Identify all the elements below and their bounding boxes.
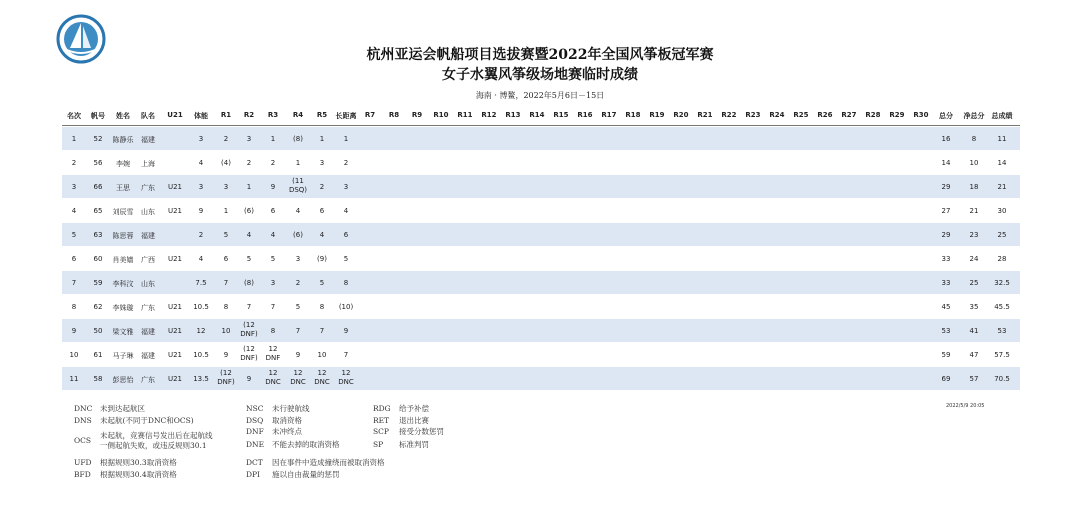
legend-desc: 给予补偿 — [399, 404, 429, 413]
cell-long: 1 — [343, 135, 349, 143]
cell-r3: 5 — [270, 255, 276, 263]
legend-code: OCS — [74, 436, 92, 445]
cell-r1: 5 — [223, 231, 229, 239]
column-header: 名次 — [67, 112, 81, 120]
cell-total: 69 — [941, 375, 951, 383]
cell-r4: (8) — [293, 135, 303, 143]
column-header: R20 — [673, 111, 689, 119]
cell-net: 24 — [969, 255, 979, 263]
cell-r2: 2 — [246, 159, 252, 167]
column-header: R17 — [601, 111, 617, 119]
cell-r5: 2 — [319, 183, 325, 191]
cell-total: 16 — [941, 135, 951, 143]
column-header: R30 — [913, 111, 929, 119]
cell-overall: 70.5 — [994, 375, 1010, 383]
cell-r4: 2 — [295, 279, 301, 287]
cell-r1: (12 DNF) — [217, 369, 235, 386]
cell-name: 肖美嫱 — [112, 256, 134, 264]
cell-r3: 12 DNC — [265, 369, 281, 386]
column-header: R18 — [625, 111, 641, 119]
cell-overall: 32.5 — [994, 279, 1010, 287]
cell-net: 18 — [969, 183, 979, 191]
cell-team: 上海 — [141, 160, 155, 168]
cell-rank: 2 — [71, 159, 77, 167]
column-header: R16 — [577, 111, 593, 119]
column-header: R4 — [292, 111, 304, 119]
legend-desc: 取消资格 — [272, 416, 302, 425]
cell-net: 8 — [971, 135, 977, 143]
cell-name: 李科汶 — [112, 280, 134, 288]
cell-fitness: 13.5 — [193, 375, 209, 383]
cell-team: 山东 — [141, 208, 155, 216]
cell-r5: (9) — [317, 255, 327, 263]
cell-fitness: 3 — [198, 183, 204, 191]
table-row — [62, 199, 1020, 222]
column-header: R8 — [388, 111, 400, 119]
column-header: R2 — [243, 111, 255, 119]
column-header: R15 — [553, 111, 569, 119]
cell-r5: 10 — [317, 351, 327, 359]
cell-r5: 5 — [319, 279, 325, 287]
column-header: R25 — [793, 111, 809, 119]
legend-desc: 因在事件中造成撞绕而被取消资格 — [272, 458, 385, 467]
cell-u21: U21 — [167, 351, 183, 359]
cell-fitness: 7.5 — [195, 279, 207, 287]
cell-fitness: 2 — [198, 231, 204, 239]
legend-desc: 未起航(不同于DNC和OCS) — [100, 416, 194, 425]
column-header: 总成绩 — [991, 112, 1013, 120]
cell-team: 福建 — [141, 352, 155, 360]
column-header: R3 — [267, 111, 279, 119]
timestamp: 2022/5/9 20:05 — [946, 403, 985, 409]
cell-name: 刘辰雪 — [112, 208, 134, 216]
table-row — [62, 271, 1020, 294]
cell-r2: 7 — [246, 303, 252, 311]
cell-rank: 8 — [71, 303, 77, 311]
legend-desc: 未起航，竞赛信号发出后在起航线 一侧起航失败，或违反规则30.1 — [100, 431, 213, 450]
page-subtitle: 女子水翼风筝级场地赛临时成绩 — [442, 67, 638, 83]
cell-overall: 53 — [997, 327, 1007, 335]
column-header: R26 — [817, 111, 833, 119]
cell-r1: 9 — [223, 351, 229, 359]
column-header: R28 — [865, 111, 881, 119]
column-header: R21 — [697, 111, 713, 119]
cell-name: 梁文雅 — [112, 328, 134, 336]
cell-r4: 9 — [295, 351, 301, 359]
cell-long: 9 — [343, 327, 349, 335]
cell-net: 57 — [969, 375, 979, 383]
cell-fitness: 4 — [198, 159, 204, 167]
cell-r2: 5 — [246, 255, 252, 263]
column-header: 队名 — [141, 112, 155, 120]
cell-net: 21 — [969, 207, 979, 215]
legend-code: DSQ — [246, 416, 264, 425]
cell-total: 33 — [941, 255, 951, 263]
column-header: R29 — [889, 111, 905, 119]
event-location-date: 海南 · 博鳌，2022年5月6日－15日 — [475, 91, 605, 100]
cell-sail: 56 — [93, 159, 103, 167]
cell-r4: 4 — [295, 207, 301, 215]
cell-long: 5 — [343, 255, 349, 263]
cell-team: 福建 — [141, 136, 155, 144]
column-header: 姓名 — [116, 112, 130, 120]
cell-r5: 7 — [319, 327, 325, 335]
cell-sail: 50 — [93, 327, 103, 335]
legend-code: DNF — [246, 427, 264, 436]
cell-total: 29 — [941, 183, 951, 191]
cell-r2: (8) — [244, 279, 254, 287]
cell-overall: 11 — [997, 135, 1007, 143]
cell-fitness: 9 — [198, 207, 204, 215]
table-row — [62, 367, 1020, 390]
cell-net: 10 — [969, 159, 979, 167]
cell-sail: 66 — [93, 183, 103, 191]
cell-sail: 59 — [93, 279, 103, 287]
cell-r5: 8 — [319, 303, 325, 311]
column-header: R19 — [649, 111, 665, 119]
legend-code: BFD — [74, 470, 91, 479]
legend-code: SP — [373, 440, 384, 449]
column-header: R23 — [745, 111, 761, 119]
cell-name: 陈静乐 — [112, 136, 134, 144]
cell-total: 33 — [941, 279, 951, 287]
cell-name: 陈思蓉 — [112, 232, 134, 240]
cell-rank: 1 — [71, 135, 77, 143]
cell-r3: 4 — [270, 231, 276, 239]
cell-r4: 12 DNC — [290, 369, 306, 386]
cell-long: 7 — [343, 351, 349, 359]
table-row — [62, 247, 1020, 270]
cell-overall: 21 — [997, 183, 1007, 191]
column-header: 总分 — [939, 112, 953, 120]
cell-total: 27 — [941, 207, 951, 215]
legend-code: DPI — [246, 470, 261, 479]
cell-sail: 60 — [93, 255, 103, 263]
cell-r2: 4 — [246, 231, 252, 239]
cell-r5: 6 — [319, 207, 325, 215]
legend-code: DCT — [246, 458, 263, 467]
column-header: U21 — [167, 111, 183, 119]
cell-u21: U21 — [167, 327, 183, 335]
cell-r1: 10 — [221, 327, 231, 335]
cell-team: 广东 — [141, 184, 155, 192]
cell-overall: 28 — [997, 255, 1007, 263]
column-header: R13 — [505, 111, 521, 119]
cell-net: 41 — [969, 327, 979, 335]
cell-r4: 1 — [295, 159, 301, 167]
cell-r2: 1 — [246, 183, 252, 191]
table-row — [62, 127, 1020, 150]
legend-desc: 根据规则30.4取消资格 — [100, 470, 177, 479]
cell-long: 8 — [343, 279, 349, 287]
cell-r4: 7 — [295, 327, 301, 335]
cell-long: 6 — [343, 231, 349, 239]
cell-r4: (11 DSQ) — [288, 177, 308, 194]
cell-name: 马子琳 — [112, 352, 134, 360]
cell-fitness: 3 — [198, 135, 204, 143]
legend-desc: 退出比赛 — [399, 416, 429, 425]
cell-name: 彭思怡 — [112, 376, 134, 384]
cell-total: 45 — [941, 303, 951, 311]
cell-sail: 62 — [93, 303, 103, 311]
legend-desc: 未行驶航线 — [272, 404, 310, 413]
cell-u21: U21 — [167, 207, 183, 215]
cell-long: 2 — [343, 159, 349, 167]
legend-code: DNC — [74, 404, 93, 413]
column-header: R5 — [316, 111, 328, 119]
cell-r3: 2 — [270, 159, 276, 167]
legend-code: DNS — [74, 416, 92, 425]
cell-overall: 14 — [997, 159, 1007, 167]
cell-r2: (6) — [244, 207, 254, 215]
cell-sail: 52 — [93, 135, 103, 143]
cell-rank: 11 — [69, 375, 79, 383]
legend-code: NSC — [246, 404, 264, 413]
cell-r4: 5 — [295, 303, 301, 311]
cell-u21: U21 — [167, 183, 183, 191]
legend-code: RDG — [373, 404, 391, 413]
cell-net: 47 — [969, 351, 979, 359]
cell-u21: U21 — [167, 375, 183, 383]
cell-total: 59 — [941, 351, 951, 359]
cell-name: 李婉 — [116, 160, 130, 168]
column-header: R11 — [457, 111, 473, 119]
legend-code: SCP — [373, 427, 389, 436]
legend-desc: 接受分数惩罚 — [399, 427, 444, 436]
column-header: 体能 — [194, 112, 208, 120]
cell-team: 福建 — [141, 328, 155, 336]
column-header: R10 — [433, 111, 449, 119]
cell-rank: 4 — [71, 207, 77, 215]
column-header: 长距离 — [335, 112, 357, 120]
cell-long: 4 — [343, 207, 349, 215]
cell-total: 14 — [941, 159, 951, 167]
cell-rank: 10 — [69, 351, 79, 359]
cell-r3: 3 — [270, 279, 276, 287]
cell-r5: 4 — [319, 231, 325, 239]
cell-sail: 61 — [93, 351, 103, 359]
cell-r5: 1 — [319, 135, 325, 143]
legend-code: UFD — [74, 458, 92, 467]
legend-code: RET — [373, 416, 390, 425]
table-row — [62, 175, 1020, 198]
cell-fitness: 10.5 — [193, 303, 209, 311]
legend-desc: 未到达起航区 — [100, 404, 145, 413]
cell-r2: 9 — [246, 375, 252, 383]
cell-team: 广东 — [141, 304, 155, 312]
cell-r1: 7 — [223, 279, 229, 287]
cell-team: 广东 — [141, 376, 155, 384]
cell-r1: 8 — [223, 303, 229, 311]
cell-r3: 9 — [270, 183, 276, 191]
cell-team: 山东 — [141, 280, 155, 288]
cell-sail: 65 — [93, 207, 103, 215]
cell-total: 29 — [941, 231, 951, 239]
cell-rank: 9 — [71, 327, 77, 335]
cell-r3: 1 — [270, 135, 276, 143]
cell-overall: 57.5 — [994, 351, 1010, 359]
legend-code: DNE — [246, 440, 265, 449]
cell-fitness: 10.5 — [193, 351, 209, 359]
cell-r1: 3 — [223, 183, 229, 191]
cell-rank: 6 — [71, 255, 77, 263]
legend-desc: 未冲终点 — [272, 427, 302, 436]
column-header: R12 — [481, 111, 497, 119]
column-header: R1 — [220, 111, 232, 119]
cell-r1: 2 — [223, 135, 229, 143]
table-row — [62, 343, 1020, 366]
cell-sail: 58 — [93, 375, 103, 383]
cell-team: 福建 — [141, 232, 155, 240]
legend-desc: 根据规则30.3取消资格 — [100, 458, 177, 467]
column-header: 净总分 — [963, 112, 985, 120]
legend-desc: 施以自由裁量的惩罚 — [272, 470, 340, 479]
cell-r1: (4) — [221, 159, 231, 167]
table-row — [62, 223, 1020, 246]
table-row — [62, 295, 1020, 318]
cell-overall: 30 — [997, 207, 1007, 215]
cell-name: 李姝璇 — [112, 304, 134, 312]
column-header: R27 — [841, 111, 857, 119]
cell-u21: U21 — [167, 303, 183, 311]
cell-team: 广西 — [141, 256, 155, 264]
cell-r1: 1 — [223, 207, 229, 215]
table-row — [62, 319, 1020, 342]
column-header: R24 — [769, 111, 785, 119]
cell-r2: 3 — [246, 135, 252, 143]
legend-desc: 标准判罚 — [399, 440, 429, 449]
cell-net: 23 — [969, 231, 979, 239]
cell-r3: 7 — [270, 303, 276, 311]
cell-r4: 3 — [295, 255, 301, 263]
cell-rank: 3 — [71, 183, 77, 191]
cell-overall: 45.5 — [994, 303, 1010, 311]
column-header: R14 — [529, 111, 545, 119]
cell-fitness: 4 — [198, 255, 204, 263]
cell-overall: 25 — [997, 231, 1007, 239]
cell-u21: U21 — [167, 255, 183, 263]
cell-r4: (6) — [293, 231, 303, 239]
cell-rank: 5 — [71, 231, 77, 239]
cell-rank: 7 — [71, 279, 77, 287]
cell-total: 53 — [941, 327, 951, 335]
column-header: R9 — [411, 111, 423, 119]
table-header — [62, 105, 1020, 126]
table-row — [62, 151, 1020, 174]
cell-r5: 12 DNC — [314, 369, 330, 386]
cell-long: 3 — [343, 183, 349, 191]
cell-long: (10) — [338, 303, 354, 311]
column-header: R22 — [721, 111, 737, 119]
cell-r3: 12 DNF — [265, 345, 281, 362]
cell-r3: 6 — [270, 207, 276, 215]
cell-r2: (12 DNF) — [240, 321, 258, 338]
cell-r5: 3 — [319, 159, 325, 167]
cell-sail: 63 — [93, 231, 103, 239]
cell-net: 35 — [969, 303, 979, 311]
column-header: R7 — [364, 111, 376, 119]
cell-r3: 8 — [270, 327, 276, 335]
cell-r2: (12 DNF) — [240, 345, 258, 362]
page-title: 杭州亚运会帆船项目选拔赛暨2022年全国风筝板冠军赛 — [366, 47, 714, 63]
cell-net: 25 — [969, 279, 979, 287]
cell-long: 12 DNC — [338, 369, 354, 386]
cell-r1: 6 — [223, 255, 229, 263]
cell-fitness: 12 — [196, 327, 206, 335]
cell-name: 王思 — [116, 184, 130, 192]
legend-desc: 不能去掉的取消资格 — [272, 440, 340, 449]
column-header: 帆号 — [91, 112, 105, 120]
